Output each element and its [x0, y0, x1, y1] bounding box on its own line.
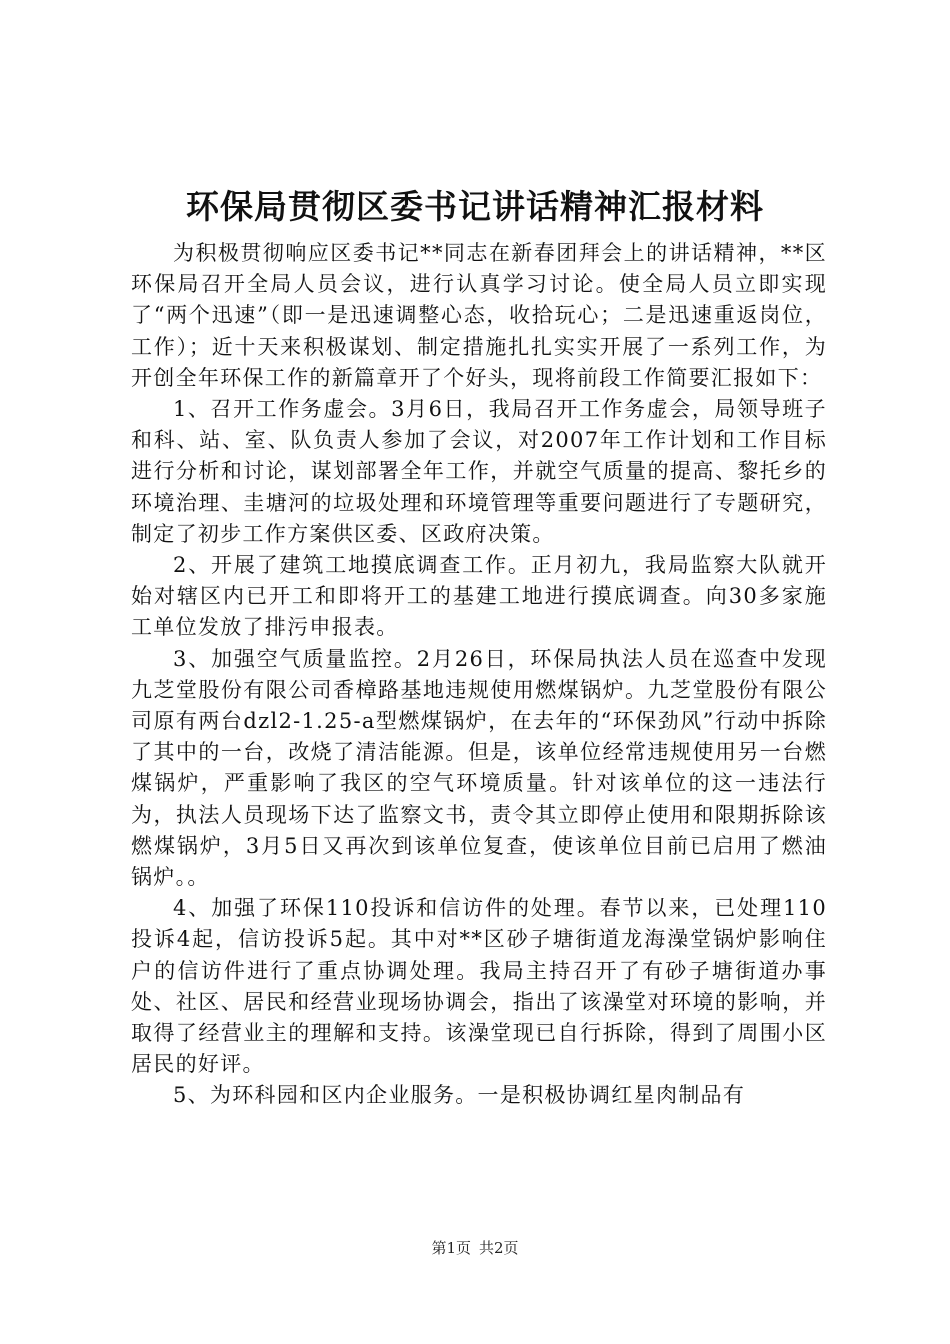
body-paragraph: 为积极贯彻响应区委书记**同志在新春团拜会上的讲话精神，**区环保局召开全局人员会议，进行认真学习讨论。使全局人员立即实现了“两个迅速”（即一是迅速调整心态，收拾玩心；二是迅速重返岗位，工作）；近十天来积极谋划、制定措施扎扎实实开展了一系列工作，为开创全年环保工作的新篇章开了个好头，现将前段工作简要汇报如下：	[131, 241, 827, 390]
document-body	[131, 238, 827, 1112]
body-paragraph: 4、加强了环保110投诉和信访件的处理。春节以来，已处理110投诉4起，信访投诉5起。其中对**区砂子塘街道龙海澡堂锅炉影响住户的信访件进行了重点协调处理。我局主持召开了有砂子塘街道办事处、社区、居民和经营业现场协调会，指出了该澡堂对环境的影响，并取得了经营业主的理解和支持。该澡堂现已自行拆除，得到了周围小区居民的好评。	[131, 896, 827, 1077]
page-number: 第1页	[431, 1239, 471, 1257]
page-footer	[0, 1238, 950, 1258]
page-total: 共2页	[479, 1239, 519, 1257]
document-title: 环保局贯彻区委书记讲话精神汇报材料	[186, 187, 764, 226]
body-paragraph: 1、召开工作务虚会。3月6日，我局召开工作务虚会，局领导班子和科、站、室、队负责人参加了会议，对2007年工作计划和工作目标进行分析和讨论，谋划部署全年工作，并就空气质量的提高、黎托乡的环境治理、圭塘河的垃圾处理和环境管理等重要问题进行了专题研究，制定了初步工作方案供区委、区政府决策。	[131, 397, 827, 546]
body-paragraph: 3、加强空气质量监控。2月26日，环保局执法人员在巡查中发现九芝堂股份有限公司香樟路基地违规使用燃煤锅炉。九芝堂股份有限公司原有两台dzl2-1.25-a型燃煤锅炉，在去年的“环保劲风”行动中拆除了其中的一台，改烧了清洁能源。但是，该单位经常违规使用另一台燃煤锅炉，严重影响了我区的空气环境质量。针对该单位的这一违法行为，执法人员现场下达了监察文书，责令其立即停止使用和限期拆除该燃煤锅炉，3月5日又再次到该单位复查，使该单位目前已启用了燃油锅炉。。	[131, 646, 827, 890]
body-paragraph: 5、为环科园和区内企业服务。一是积极协调红星肉制品有	[173, 1083, 746, 1108]
body-paragraph: 2、开展了建筑工地摸底调查工作。正月初九，我局监察大队就开始对辖区内已开工和即将开工的基建工地进行摸底调查。向30多家施工单位发放了排污申报表。	[131, 553, 827, 640]
